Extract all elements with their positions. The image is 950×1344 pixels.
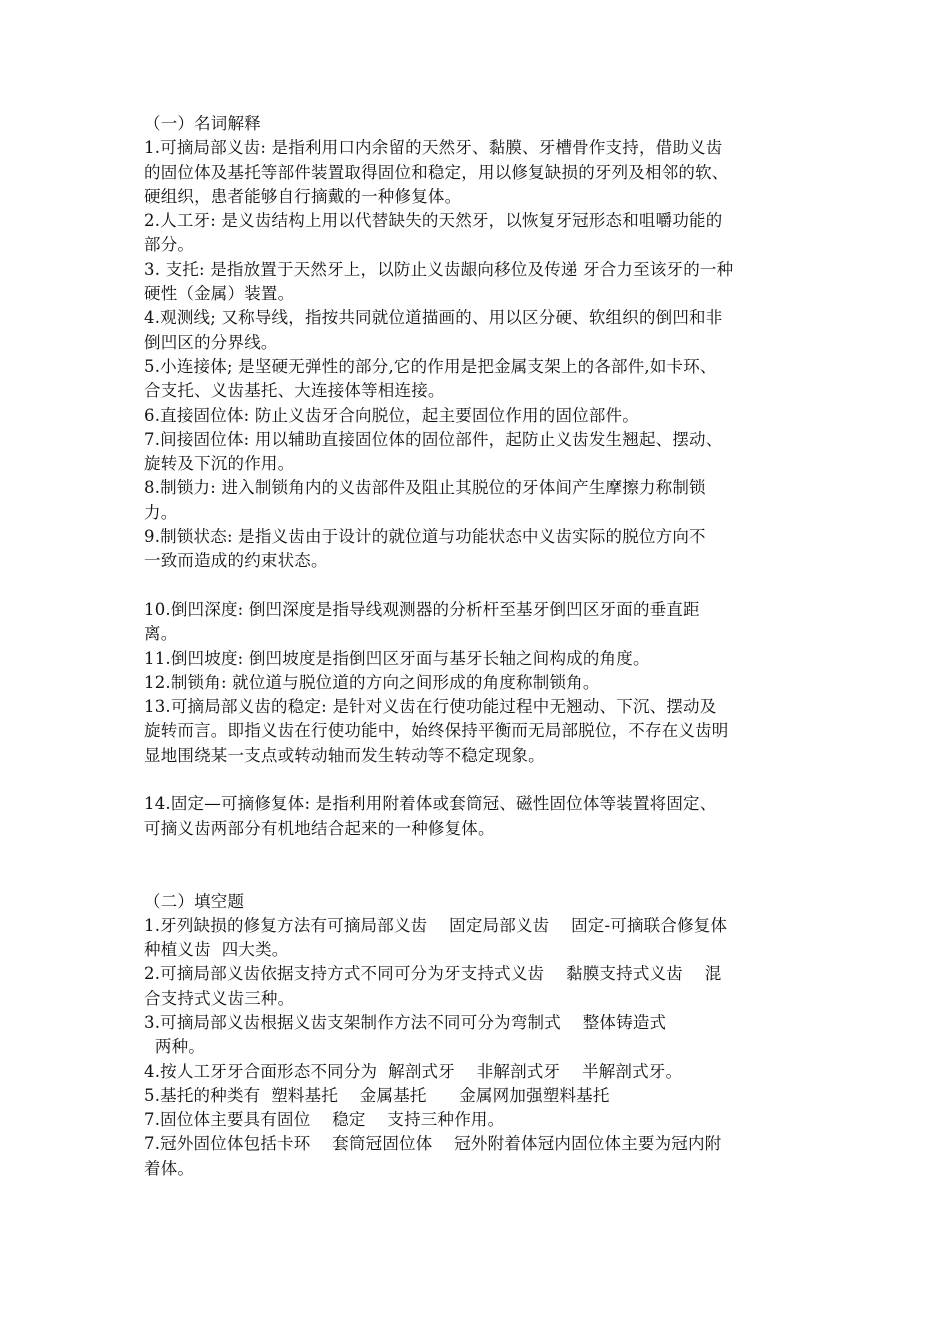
text-line: 合支持式义齿三种。: [144, 988, 295, 1008]
text-line: 2.可摘局部义齿依据支持方式不同可分为牙支持式义齿 黏膜支持式义齿 混: [144, 964, 722, 984]
blank-line: [144, 574, 814, 598]
text-line: 硬组织，患者能够自行摘戴的一种修复体。: [144, 186, 462, 206]
text-line: 旋转及下沉的作用。: [144, 454, 295, 474]
document-page: [144, 112, 814, 1181]
text-line: 1.牙列缺损的修复方法有可摘局部义齿 固定局部义齿 固定-可摘联合修复体: [144, 915, 728, 935]
text-line: 合支托、义齿基托、大连接体等相连接。: [144, 381, 445, 401]
text-line: 9.制锁状态: 是指义齿由于设计的就位道与功能状态中义齿实际的脱位方向不: [144, 527, 706, 547]
text-line: 种植义齿 四大类。: [144, 940, 289, 960]
text-line: 12.制锁角: 就位道与脱位道的方向之间形成的角度称制锁角。: [144, 672, 600, 692]
blank-line: [144, 768, 814, 792]
text-line: 3.可摘局部义齿根据义齿支架制作方法不同可分为弯制式 整体铸造式: [144, 1012, 667, 1032]
spacer: [144, 841, 814, 865]
spacer: [144, 865, 814, 889]
text-line: 3. 支托: 是指放置于天然牙上，以防止义齿龈向移位及传递 牙合力至该牙的一种: [144, 259, 734, 279]
text-line: 6.直接固位体: 防止义齿牙合向脱位，起主要固位作用的固位部件。: [144, 405, 639, 425]
text-line: 7.间接固位体: 用以辅助直接固位体的固位部件，起防止义齿发生翘起、摆动、: [144, 429, 723, 449]
text-line: 4.按人工牙牙合面形态不同分为 解剖式牙 非解剖式牙 半解剖式牙。: [144, 1061, 683, 1081]
text-line: 旋转而言。即指义齿在行使功能中，始终保持平衡而无局部脱位，不存在义齿明: [144, 721, 729, 741]
text-line: 两种。: [144, 1037, 205, 1057]
text-line: 2.人工牙: 是义齿结构上用以代替缺失的天然牙，以恢复牙冠形态和咀嚼功能的: [144, 211, 723, 231]
text-line: 8.制锁力: 进入制锁角内的义齿部件及阻止其脱位的牙体间产生摩擦力称制锁: [144, 478, 706, 498]
text-line: 可摘义齿两部分有机地结合起来的一种修复体。: [144, 818, 495, 838]
text-line: 显地围绕某一支点或转动轴而发生转动等不稳定现象。: [144, 745, 545, 765]
text-line: 力。: [144, 502, 178, 522]
text-line: 离。: [144, 624, 178, 644]
text-line: 13.可摘局部义齿的稳定: 是针对义齿在行使功能过程中无翘动、下沉、摆动及: [144, 697, 717, 717]
section-heading-1: （一）名词解释: [144, 114, 261, 133]
text-line: 4.观测线; 又称导线，指按共同就位道描画的、用以区分硬、软组织的倒凹和非: [144, 308, 723, 328]
section-heading-2: （二）填空题: [144, 891, 245, 911]
text-line: 一致而造成的约束状态。: [144, 551, 328, 571]
text-line: 14.固定—可摘修复体: 是指利用附着体或套筒冠、磁性固位体等装置将固定、: [144, 794, 717, 814]
text-line: 的固位体及基托等部件装置取得固位和稳定，用以修复缺损的牙列及相邻的软、: [144, 162, 729, 182]
text-line: 着体。: [144, 1158, 195, 1178]
text-line: 11.倒凹坡度: 倒凹坡度是指倒凹区牙面与基牙长轴之间构成的角度。: [144, 648, 650, 668]
text-line: 5.小连接体; 是坚硬无弹性的部分,它的作用是把金属支架上的各部件,如卡环、: [144, 356, 717, 376]
text-line: 10.倒凹深度: 倒凹深度是指导线观测器的分析杆至基牙倒凹区牙面的垂直距: [144, 599, 700, 619]
text-line: 1.可摘局部义齿: 是指利用口内余留的天然牙、黏膜、牙槽骨作支持，借助义齿: [144, 138, 723, 158]
text-line: 硬性（金属）装置。: [144, 284, 295, 304]
text-line: 5.基托的种类有 塑料基托 金属基托 金属网加强塑料基托: [144, 1085, 610, 1105]
text-line: 7.固位体主要具有固位 稳定 支持三种作用。: [144, 1110, 505, 1130]
text-line: 7.冠外固位体包括卡环 套筒冠固位体 冠外附着体冠内固位体主要为冠内附: [144, 1134, 722, 1154]
text-line: 倒凹区的分界线。: [144, 332, 278, 352]
text-line: 部分。: [144, 235, 195, 255]
